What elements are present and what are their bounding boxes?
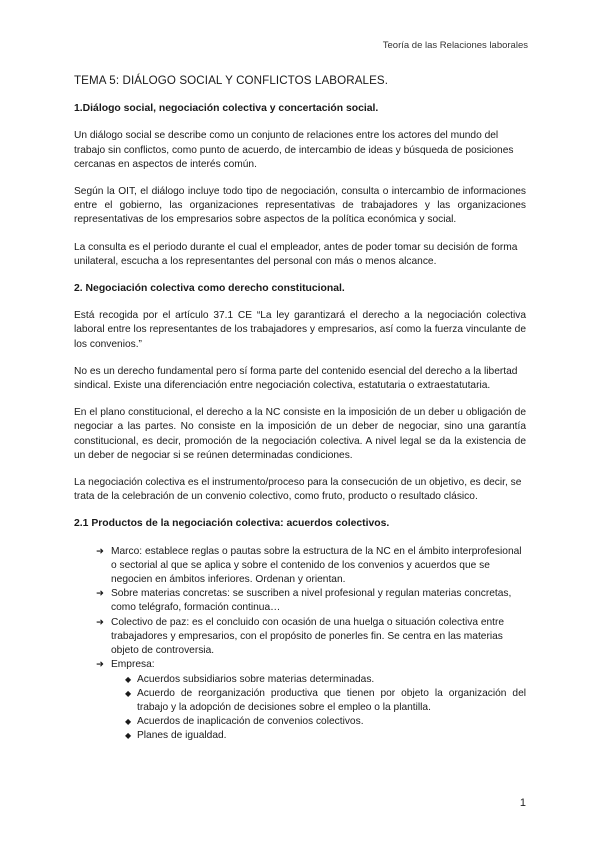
section-1-paragraph-3: La consulta es el periodo durante el cual el empleador, antes de poder tomar su decisión de forma unilateral, escucha a los representantes del personal con más o menos alcance. — [74, 241, 518, 267]
document-title: TEMA 5: DIÁLOGO SOCIAL Y CONFLICTOS LABORALES. — [74, 74, 389, 87]
sublist-item-text: Acuerdos de inaplicación de convenios colectivos. — [137, 716, 364, 728]
section-2-paragraph-4: La negociación colectiva es el instrumento/proceso para la consecución de un objetivo, es decir, se trata de la celebración de un convenio colectivo, como fruto, producto o resultado clásico. — [74, 477, 522, 503]
sublist-item-text: Acuerdo de reorganización productiva que tienen por objeto la organización del trabajo y la adopción de decisiones sobre el empleo o la plantilla. — [137, 687, 526, 713]
section-2-heading: 2. Negociación colectiva como derecho constitucional. — [74, 283, 345, 295]
arrow-right-icon: ➜ — [96, 659, 104, 671]
section-2-paragraph-1: Está recogida por el artículo 37.1 CE “La ley garantizará el derecho a la negociación colectiva laboral entre los representantes de los trabajadores y empresarios, así como la fuerza vinculante de los convenios.” — [74, 310, 526, 350]
running-header: Teoría de las Relaciones laborales — [382, 40, 528, 51]
diamond-icon: ◆ — [125, 717, 132, 727]
list-item — [96, 545, 526, 588]
section-1-heading: 1.Diálogo social, negociación colectiva y concertación social. — [74, 103, 379, 115]
list-item-text: Sobre materias concretas: se suscriben a nivel profesional y regulan materias concretas, como telégrafo, formación continua… — [111, 588, 512, 614]
section-1-paragraph-2: Según la OIT, el diálogo incluye todo tipo de negociación, consulta o intercambio de informaciones entre el gobierno, las organizaciones representativas de trabajadores y las organizaciones representativas de los empresarios sobre aspectos de la política económica y social. — [74, 186, 526, 226]
section-2-paragraph-3: En el plano constitucional, el derecho a la NC consiste en la imposición de un deber u obligación de negociar a las partes. No consiste en la imposición de un deber de negociar, sino una garantía constitucional, es decir, promoción de la negociación colectiva. A nivel legal se da la existencia de un deber de negociar si se reúnen determinadas condiciones. — [74, 407, 526, 461]
section-2-1-heading: 2.1 Productos de la negociación colectiva: acuerdos colectivos. — [74, 518, 390, 530]
arrow-right-icon: ➜ — [96, 588, 104, 600]
arrow-right-icon: ➜ — [96, 616, 104, 628]
document-body — [74, 74, 526, 744]
section-2-paragraph-2: No es un derecho fundamental pero sí forma parte del contenido esencial del derecho a la libertad sindical. Existe una diferenciación entre negociación colectiva, estatutaria o extraestatutaria. — [74, 365, 518, 392]
diamond-icon: ◆ — [125, 731, 132, 741]
arrow-right-icon: ➜ — [96, 545, 104, 557]
list-item — [96, 587, 526, 615]
agreements-list — [74, 545, 526, 744]
list-item-text: Empresa: — [111, 659, 155, 671]
list-item-text: Marco: establece reglas o pautas sobre la estructura de la NC en el ámbito interprofesional o sectorial al que se aplica y sobre el contenido de los convenios y acuerdos que se negocien en ámbitos inferiores. Ordenan y orientan. — [111, 545, 522, 586]
sublist-item-text: Acuerdos subsidiarios sobre materias determinadas. — [137, 673, 375, 685]
page-number: 1 — [519, 797, 526, 809]
diamond-icon: ◆ — [125, 674, 132, 684]
diamond-icon: ◆ — [125, 688, 132, 698]
section-1-paragraph-1: Un diálogo social se describe como un conjunto de relaciones entre los actores del mundo del trabajo sin conflictos, como punto de acuerdo, de intercambio de ideas y búsqueda de posiciones cercanas en aspectos de interés común. — [74, 130, 514, 170]
list-item — [96, 658, 526, 743]
list-item — [96, 616, 526, 659]
sublist-item — [125, 673, 526, 687]
sublist-item — [125, 687, 526, 715]
sublist-item — [125, 729, 526, 743]
list-item-text: Colectivo de paz: es el concluido con ocasión de una huelga o situación colectiva entre trabajadores y empresarios, con el propósito de ponerles fin. Se centra en las materias objeto de controversia. — [111, 616, 505, 657]
empresa-sublist — [89, 673, 526, 744]
sublist-item-text: Planes de igualdad. — [137, 730, 227, 742]
sublist-item — [125, 715, 526, 729]
